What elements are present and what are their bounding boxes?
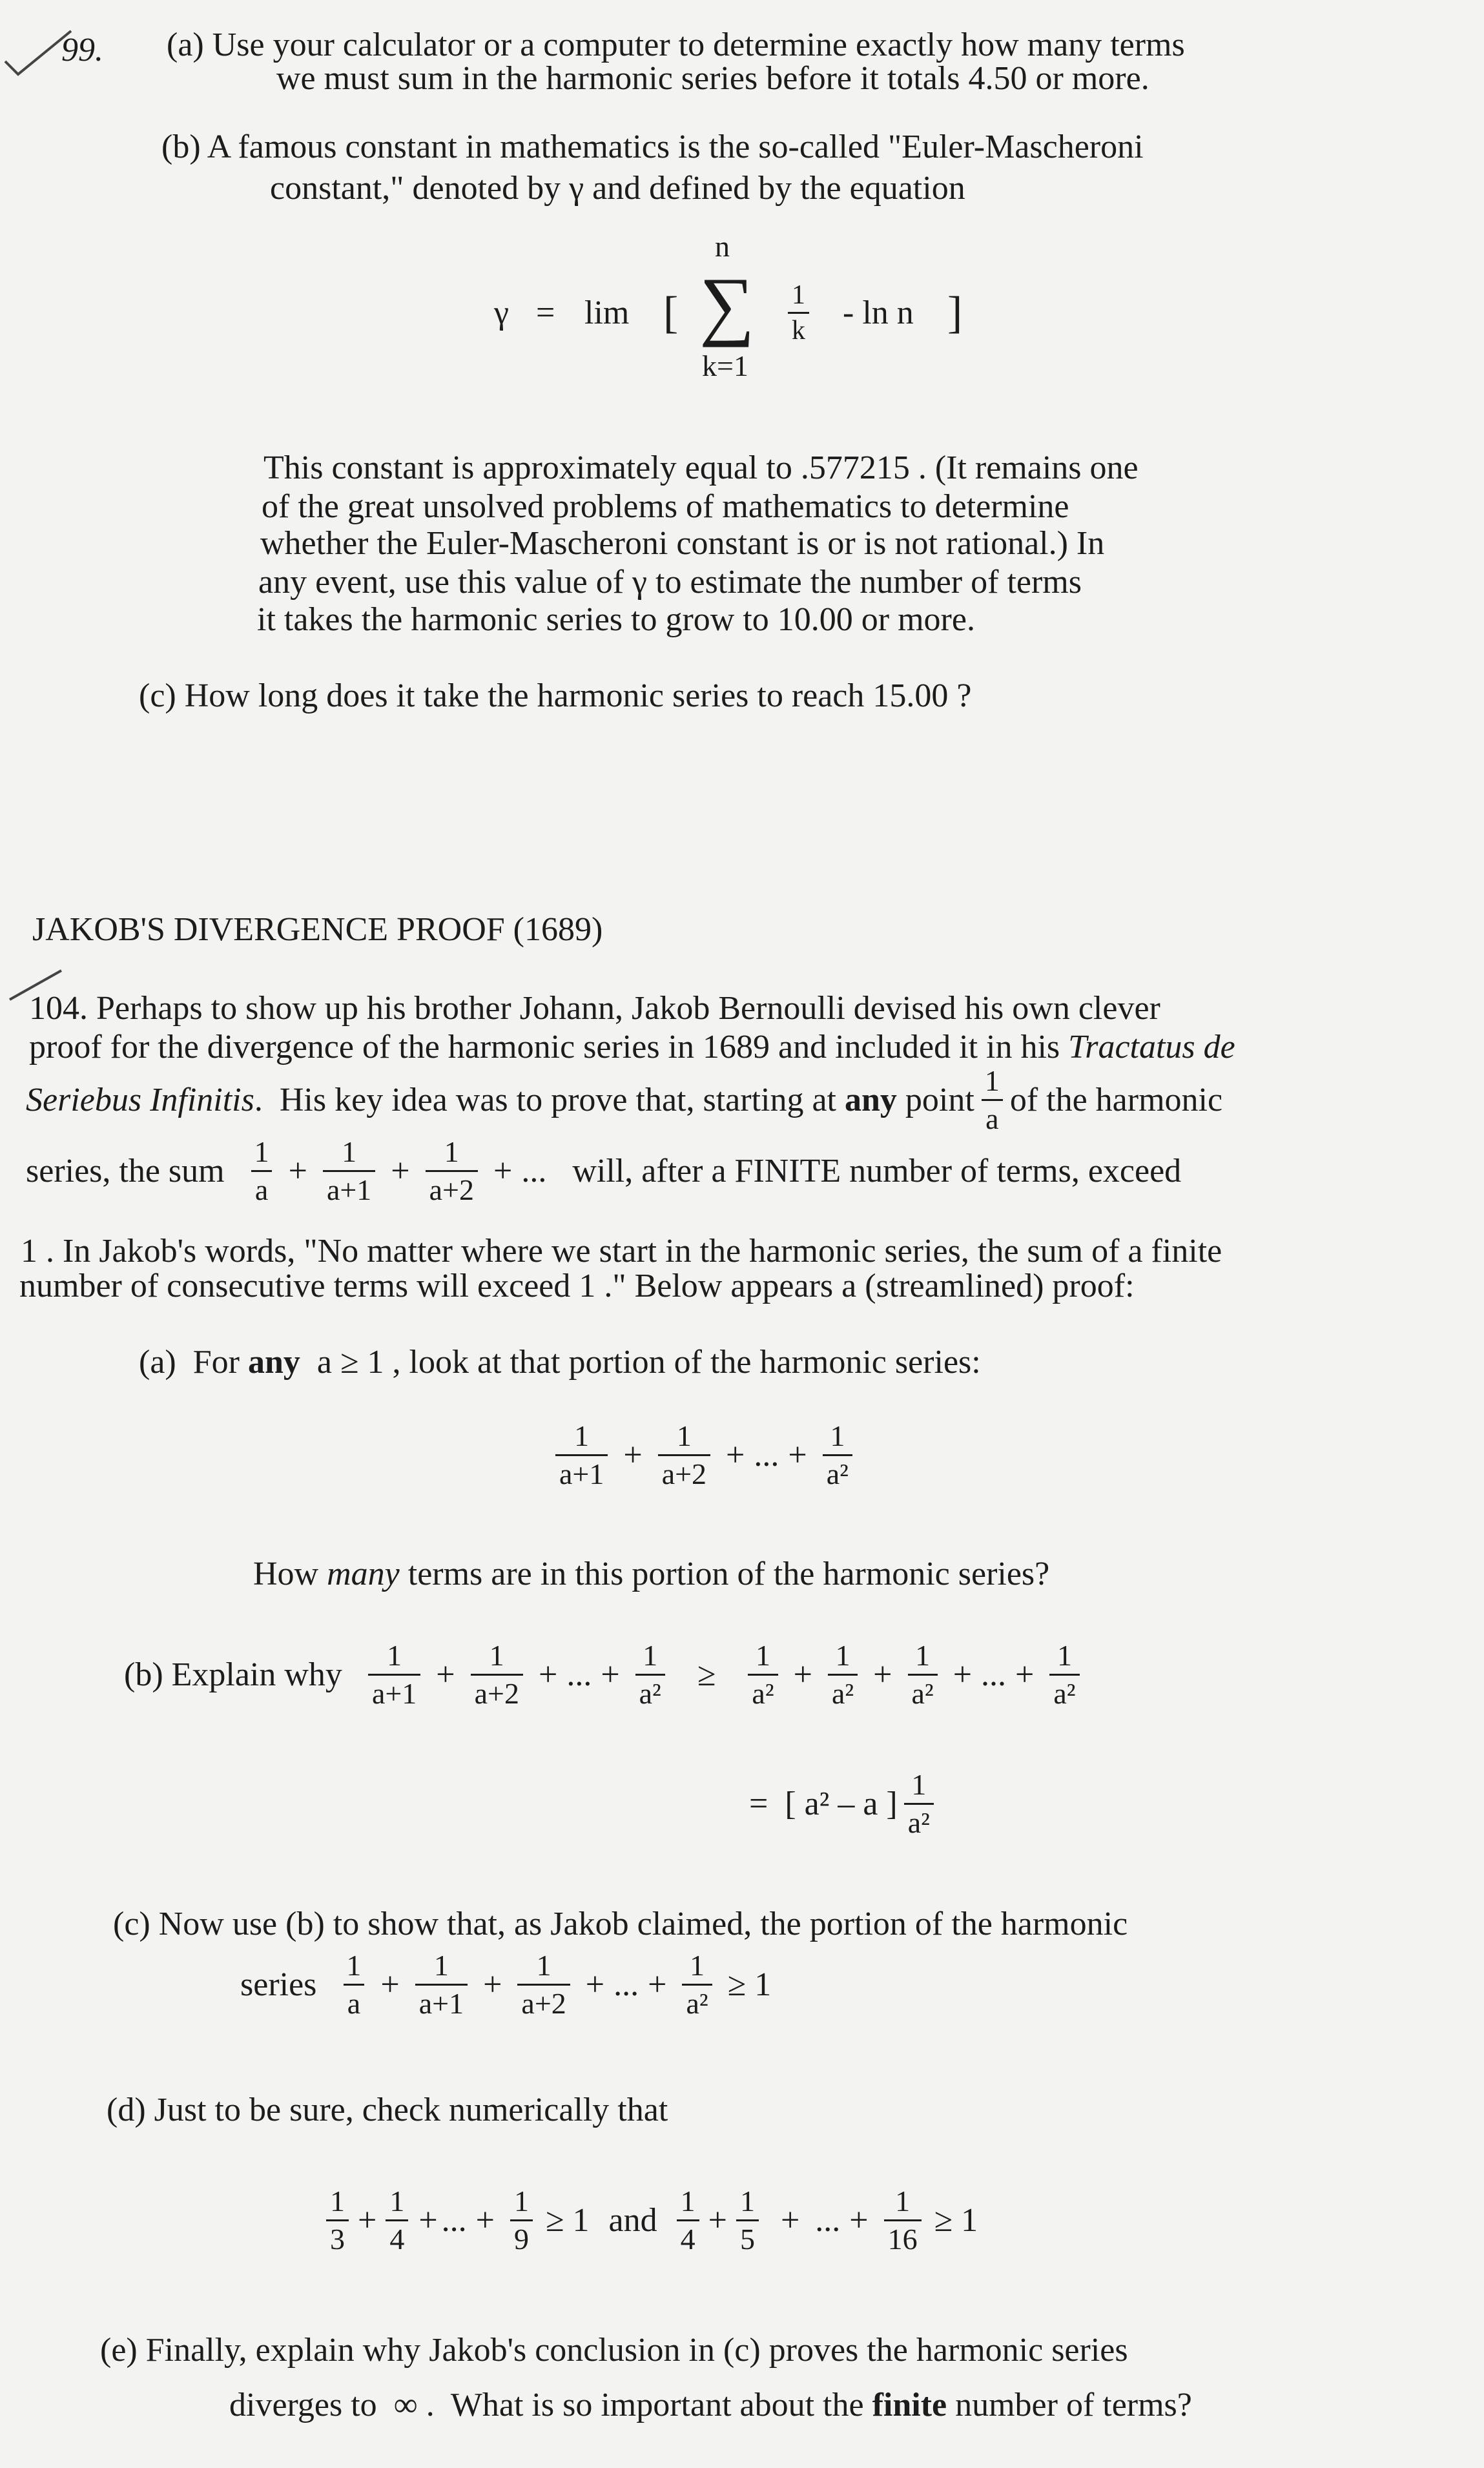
bracket-expression: = [ a² – a ] bbox=[749, 1785, 898, 1823]
frac-1-over-4: $\frac{1}{4}$ bbox=[677, 2186, 699, 2256]
intro-3-point: point bbox=[896, 1082, 974, 1119]
part-b-inequality bbox=[124, 1640, 1086, 1710]
frac-1-over-9: $\frac{1}{9}$ bbox=[510, 2186, 533, 2256]
intro-3-text: . His key idea was to prove that, starting at bbox=[254, 1082, 845, 1119]
formula-fraction-den: k bbox=[788, 312, 809, 345]
ge-one: ≥ 1 bbox=[727, 1966, 772, 2004]
part-d-sums bbox=[320, 2186, 978, 2256]
frac-1-over-asq: $\frac{1}{\text{a²}}$ bbox=[748, 1640, 778, 1710]
formula-sigma-lower: k=1 bbox=[702, 349, 748, 382]
formula-minus-ln: - ln n bbox=[843, 294, 914, 331]
plus-sign: + bbox=[726, 1437, 745, 1474]
part-b-label: (b) Explain why bbox=[124, 1656, 342, 1694]
frac-1-over-4: $\frac{1}{4}$ bbox=[386, 2186, 408, 2256]
part-a-series bbox=[549, 1421, 859, 1490]
problem-99-para-5: it takes the harmonic series to grow to 10.00 or more. bbox=[257, 601, 975, 638]
frac-1-over-a: $\frac{1}{a}$ bbox=[342, 1950, 365, 2020]
intro-3-harmonic: of the harmonic bbox=[1009, 1082, 1223, 1119]
plus-sign: + bbox=[288, 1153, 307, 1190]
frac-1-over-asq: $\frac{1}{\text{a²}}$ bbox=[1049, 1640, 1079, 1710]
plus-sign: + bbox=[585, 1966, 605, 2004]
sigma-icon: ∑ bbox=[699, 262, 755, 347]
part-e-line2-c: number of terms? bbox=[947, 2387, 1192, 2423]
frac-1-over-5: $\frac{1}{5}$ bbox=[736, 2186, 759, 2256]
problem-99-para-2: of the great unsolved problems of mathematics to determine bbox=[262, 488, 1069, 525]
part-e-finite: finite bbox=[872, 2387, 947, 2423]
ge-one: ≥ 1 bbox=[934, 2202, 978, 2239]
and-word: and bbox=[608, 2202, 657, 2239]
frac-1-over-a: $\frac{1}{a}$ bbox=[981, 1065, 1004, 1135]
ellipsis: ... bbox=[981, 1656, 1007, 1694]
frac-1-over-a2: $\frac{1}{a+2}$ bbox=[517, 1950, 570, 2020]
tractatus-title: Tractatus de bbox=[1068, 1029, 1235, 1065]
formula-lim: lim bbox=[584, 294, 630, 331]
plus-sign: + bbox=[418, 2202, 438, 2239]
part-a-rest: a ≥ 1 , look at that portion of the harmonic series: bbox=[300, 1344, 981, 1381]
ellipsis: ... bbox=[754, 1437, 779, 1474]
problem-104-intro-6: number of consecutive terms will exceed 1 ." Below appears a (streamlined) proof: bbox=[19, 1268, 1135, 1304]
plus-sign: + bbox=[538, 1656, 558, 1694]
formula-left-bracket: [ bbox=[663, 288, 679, 338]
frac-1-over-asq: $\frac{1}{\text{a²}}$ bbox=[635, 1640, 665, 1710]
problem-99-a-line2: we must sum in the harmonic series before it totals 4.50 or more. bbox=[276, 60, 1149, 97]
plus-sign: + bbox=[788, 1437, 807, 1474]
frac-1-over-a2: $\frac{1}{a+2}$ bbox=[426, 1136, 478, 1206]
ellipsis: ... bbox=[815, 2202, 841, 2239]
series-the-sum: series, the sum bbox=[26, 1153, 225, 1190]
plus-sign: + bbox=[780, 2202, 800, 2239]
part-e-line2 bbox=[229, 2386, 1192, 2425]
problem-104-intro-2 bbox=[29, 1028, 1235, 1067]
problem-99-b-line1: (b) A famous constant in mathematics is the so-called "Euler-Mascheroni bbox=[161, 129, 1144, 165]
how-many-question bbox=[253, 1555, 1049, 1594]
part-e-line2-a: diverges to ∞ . What is so important about the bbox=[229, 2387, 872, 2423]
frac-1-over-asq: $\frac{1}{\text{a²}}$ bbox=[908, 1640, 938, 1710]
problem-99-para-1: This constant is approximately equal to .577215 . (It remains one bbox=[263, 449, 1139, 486]
part-c-series-word: series bbox=[240, 1966, 317, 2004]
ge-sign: ≥ bbox=[697, 1656, 716, 1694]
ellipsis: ... bbox=[441, 2202, 467, 2239]
problem-99-number: 99. bbox=[61, 32, 103, 68]
frac-1-over-a1: $\frac{1}{a+1}$ bbox=[415, 1950, 468, 2020]
problem-104-intro-1: 104. Perhaps to show up his brother Johann, Jakob Bernoulli devised his own clever bbox=[29, 990, 1160, 1027]
frac-1-over-a2: $\frac{1}{a+2}$ bbox=[658, 1421, 710, 1490]
frac-1-over-asq: $\frac{1}{\text{a²}}$ bbox=[823, 1421, 852, 1490]
problem-99-para-4: any event, use this value of γ to estimate the number of terms bbox=[258, 564, 1082, 601]
problem-99-c-line: (c) How long does it take the harmonic series to reach 15.00 ? bbox=[139, 677, 972, 714]
ellipsis: ... bbox=[566, 1656, 592, 1694]
intro-3-any: any bbox=[845, 1082, 897, 1119]
ellipsis: ... bbox=[521, 1153, 547, 1190]
plus-sign: + bbox=[623, 1437, 643, 1474]
frac-1-over-asq: $\frac{1}{\text{a²}}$ bbox=[828, 1640, 858, 1710]
how-many-a: How bbox=[253, 1556, 327, 1592]
problem-99-b-line2: constant," denoted by γ and defined by the equation bbox=[270, 170, 965, 207]
formula-gamma: γ bbox=[494, 294, 509, 331]
part-d-line: (d) Just to be sure, check numerically that bbox=[107, 2092, 668, 2128]
frac-1-over-3: $\frac{1}{3}$ bbox=[326, 2186, 349, 2256]
plus-sign: + bbox=[493, 1153, 513, 1190]
problem-104-intro-4 bbox=[26, 1136, 1181, 1206]
plus-sign: + bbox=[483, 1966, 502, 2004]
part-c-line1: (c) Now use (b) to show that, as Jakob claimed, the portion of the harmonic bbox=[113, 1906, 1128, 1942]
frac-1-over-a2: $\frac{1}{a+2}$ bbox=[471, 1640, 523, 1710]
problem-104-intro-3 bbox=[26, 1065, 1222, 1135]
plus-sign: + bbox=[648, 1966, 667, 2004]
plus-sign: + bbox=[708, 2202, 727, 2239]
plus-sign: + bbox=[380, 1966, 400, 2004]
intro-2-text: proof for the divergence of the harmonic series in 1689 and included it in his bbox=[29, 1029, 1069, 1065]
problem-104-intro-5: 1 . In Jakob's words, "No matter where we start in the harmonic series, the sum of a finite bbox=[21, 1233, 1222, 1270]
frac-1-over-a1: $\frac{1}{a+1}$ bbox=[368, 1640, 420, 1710]
formula-fraction-num: 1 bbox=[792, 280, 805, 310]
plus-sign: + bbox=[358, 2202, 377, 2239]
part-a-any: any bbox=[247, 1344, 300, 1381]
part-e-line1: (e) Finally, explain why Jakob's conclusion in (c) proves the harmonic series bbox=[100, 2332, 1128, 2369]
formula-right-bracket: ] bbox=[947, 288, 963, 338]
plus-sign: + bbox=[436, 1656, 455, 1694]
plus-sign: + bbox=[953, 1656, 973, 1694]
plus-sign: + bbox=[475, 2202, 495, 2239]
frac-1-over-asq: $\frac{1}{\text{a²}}$ bbox=[904, 1769, 934, 1839]
frac-1-over-16: $\frac{1}{16}$ bbox=[884, 2186, 922, 2256]
euler-formula bbox=[494, 229, 1011, 397]
part-a-label: (a) For bbox=[139, 1344, 248, 1381]
problem-99-para-3: whether the Euler-Mascheroni constant is or is not rational.) In bbox=[260, 525, 1105, 562]
seriebus-title: Seriebus Infinitis bbox=[26, 1082, 254, 1119]
frac-1-over-asq: $\frac{1}{\text{a²}}$ bbox=[682, 1950, 712, 2020]
how-many-b: terms are in this portion of the harmonic series? bbox=[399, 1556, 1050, 1592]
problem-99-a-line1: (a) Use your calculator or a computer to determine exactly how many terms bbox=[167, 26, 1185, 63]
ellipsis: ... bbox=[613, 1966, 639, 2004]
part-b-result bbox=[749, 1769, 940, 1839]
plus-sign: + bbox=[793, 1656, 812, 1694]
plus-sign: + bbox=[1015, 1656, 1035, 1694]
formula-sigma-upper: n bbox=[715, 230, 730, 263]
plus-sign: + bbox=[391, 1153, 410, 1190]
plus-sign: + bbox=[873, 1656, 892, 1694]
plus-sign: + bbox=[601, 1656, 620, 1694]
part-a-line bbox=[139, 1343, 981, 1382]
formula-fraction bbox=[788, 281, 809, 345]
section-heading: JAKOB'S DIVERGENCE PROOF (1689) bbox=[32, 911, 603, 948]
part-c-series bbox=[240, 1950, 771, 2020]
frac-1-over-a1: $\frac{1}{a+1}$ bbox=[555, 1421, 608, 1490]
frac-1-over-a1: $\frac{1}{a+1}$ bbox=[323, 1136, 375, 1206]
plus-sign: + bbox=[849, 2202, 869, 2239]
how-many-many: many bbox=[327, 1556, 400, 1592]
ge-one: ≥ 1 bbox=[545, 2202, 590, 2239]
frac-1-over-a: $\frac{1}{a}$ bbox=[251, 1136, 273, 1206]
finite-exceed-text: will, after a FINITE number of terms, exceed bbox=[572, 1153, 1182, 1190]
formula-equals: = bbox=[536, 294, 555, 331]
